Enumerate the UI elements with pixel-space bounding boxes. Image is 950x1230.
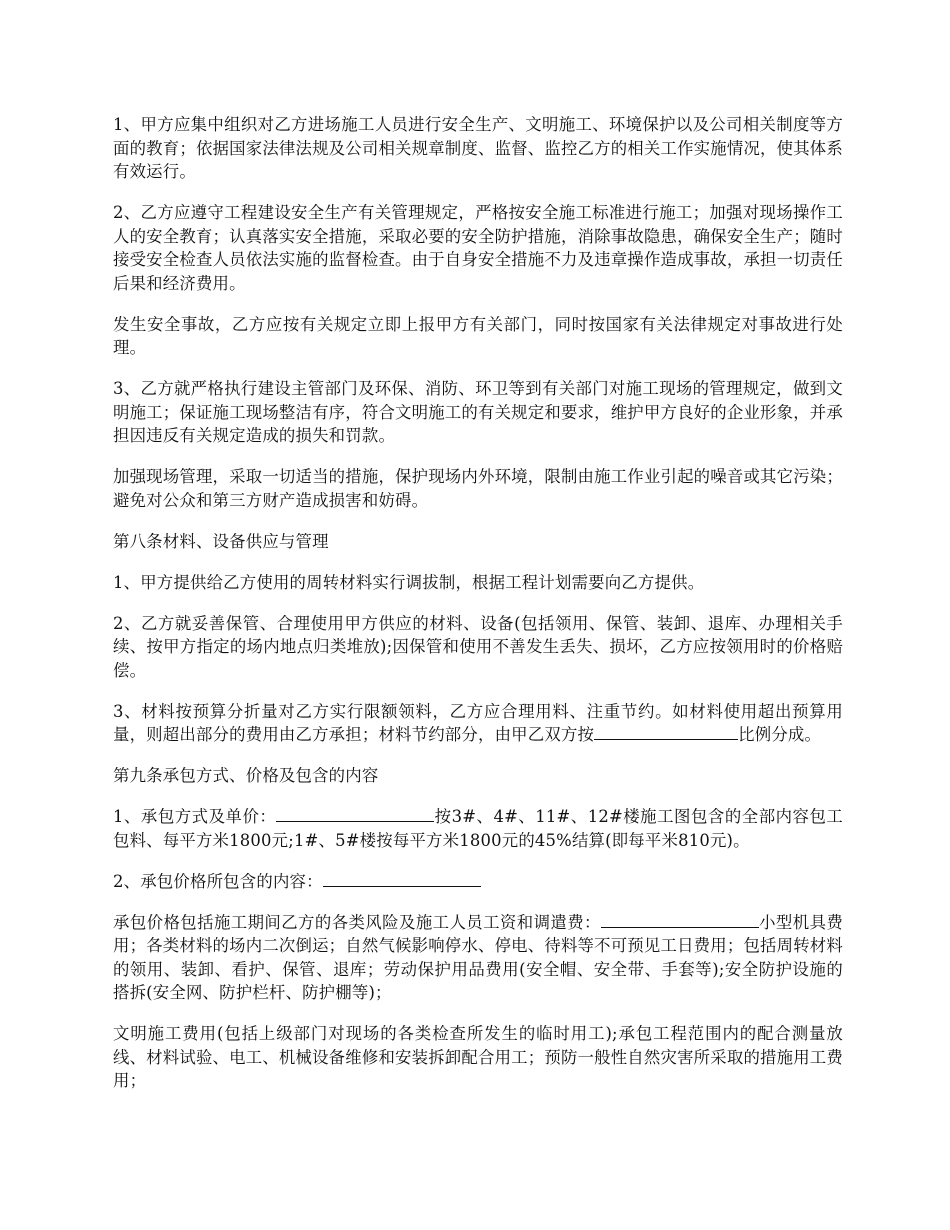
paragraph-turnover-materials: 1、甲方提供给乙方使用的周转材料实行调拔制，根据工程计划需要向乙方提供。 bbox=[113, 572, 705, 592]
paragraph-site-management: 加强现场管理，采取一切适当的措施，保护现场内外环境，限制由施工作业引起的噪音或其它污染；避免对公众和第三方财产造成损害和妨碍。 bbox=[113, 467, 843, 510]
contract-method-text: 按3#、4#、11#、12#楼施工图包含的全部内容包工包料、每平方米1800元;1#、5#楼按每平方米1800元的45%结算(即每平米810元)。 bbox=[113, 807, 843, 850]
paragraph-material-custody: 2、乙方就妥善保管、合理使用甲方供应的材料、设备(包括领用、保管、装卸、退库、办理相关手续、按甲方指定的场内地点归类堆放);因保管和使用不善发生丢失、损坏，乙方应按领用时的价格赔偿。 bbox=[113, 613, 843, 680]
price-includes-blank bbox=[601, 911, 759, 928]
section-heading-article-8: 第八条材料、设备供应与管理 bbox=[113, 531, 329, 551]
paragraph-material-quota bbox=[113, 700, 843, 747]
paragraph-price-content bbox=[113, 870, 843, 894]
price-includes-text: 小型机具费用；各类材料的场内二次倒运；自然气候影响停水、停电、待料等不可预见工日费用；包括周转材料的领用、装卸、看护、保管、退库；劳动保护用品费用(安全帽、安全带、手套等);安全防护设施的搭拆(安全网、防护栏杆、防护棚等)； bbox=[113, 912, 843, 1002]
contract-method-blank bbox=[276, 805, 434, 822]
price-content-blank bbox=[323, 870, 481, 887]
paragraph-accident-report: 发生安全事故，乙方应按有关规定立即上报甲方有关部门，同时按国家有关法律规定对事故进行处理。 bbox=[113, 314, 843, 357]
section-heading-article-9: 第九条承包方式、价格及包含的内容 bbox=[113, 766, 379, 785]
price-includes-label: 承包价格包括施工期间乙方的各类风险及施工人员工资和调遣费： bbox=[113, 912, 601, 932]
contract-method-label: 1、承包方式及单价： bbox=[113, 807, 277, 826]
paragraph-contract-method bbox=[113, 805, 843, 852]
paragraph-safety-education: 1、甲方应集中组织对乙方进场施工人员进行安全生产、文明施工、环境保护以及公司相关制度等方面的教育；依据国家法律法规及公司相关规章制度、监督、监控乙方的相关工作实施情况，使其体系有效运行。 bbox=[113, 115, 843, 181]
material-quota-text-end: 比例分成。 bbox=[738, 725, 822, 744]
paragraph-price-includes bbox=[113, 911, 843, 1005]
document-page bbox=[113, 113, 843, 1110]
paragraph-safety-rules: 2、乙方应遵守工程建设安全生产有关管理规定，严格按安全施工标准进行施工；加强对现场操作工人的安全教育；认真落实安全措施，采取必要的安全防护措施，消除事故隐患，确保安全生产；随时接受安全检查人员依法实施的监督检查。由于自身安全措施不力及违章操作造成事故，承担一切责任后果和经济费用。 bbox=[113, 203, 843, 293]
ratio-blank bbox=[594, 723, 704, 740]
paragraph-civilized-fees: 文明施工费用(包括上级部门对现场的各类检查所发生的临时用工);承包工程范围内的配合测量放线、材料试验、电工、机械设备维修和安装拆卸配合用工；预防一般性自然灾害所采取的措施用工费用； bbox=[113, 1024, 843, 1090]
paragraph-civilized-construction: 3、乙方就严格执行建设主管部门及环保、消防、环卫等到有关部门对施工现场的管理规定，做到文明施工；保证施工现场整洁有序，符合文明施工的有关规定和要求，维护甲方良好的企业形象，并承担因违反有关规定造成的损失和罚款。 bbox=[113, 379, 843, 445]
price-content-label: 2、承包价格所包含的内容： bbox=[113, 871, 323, 891]
material-quota-text: 3、材料按预算分折量对乙方实行限额领料，乙方应合理用料、注重节约。如材料使用超出预算用量，则超出部分的费用由乙方承担；材料节约部分，由甲乙双方按 bbox=[113, 701, 843, 744]
ratio-blank-continued bbox=[704, 723, 738, 740]
